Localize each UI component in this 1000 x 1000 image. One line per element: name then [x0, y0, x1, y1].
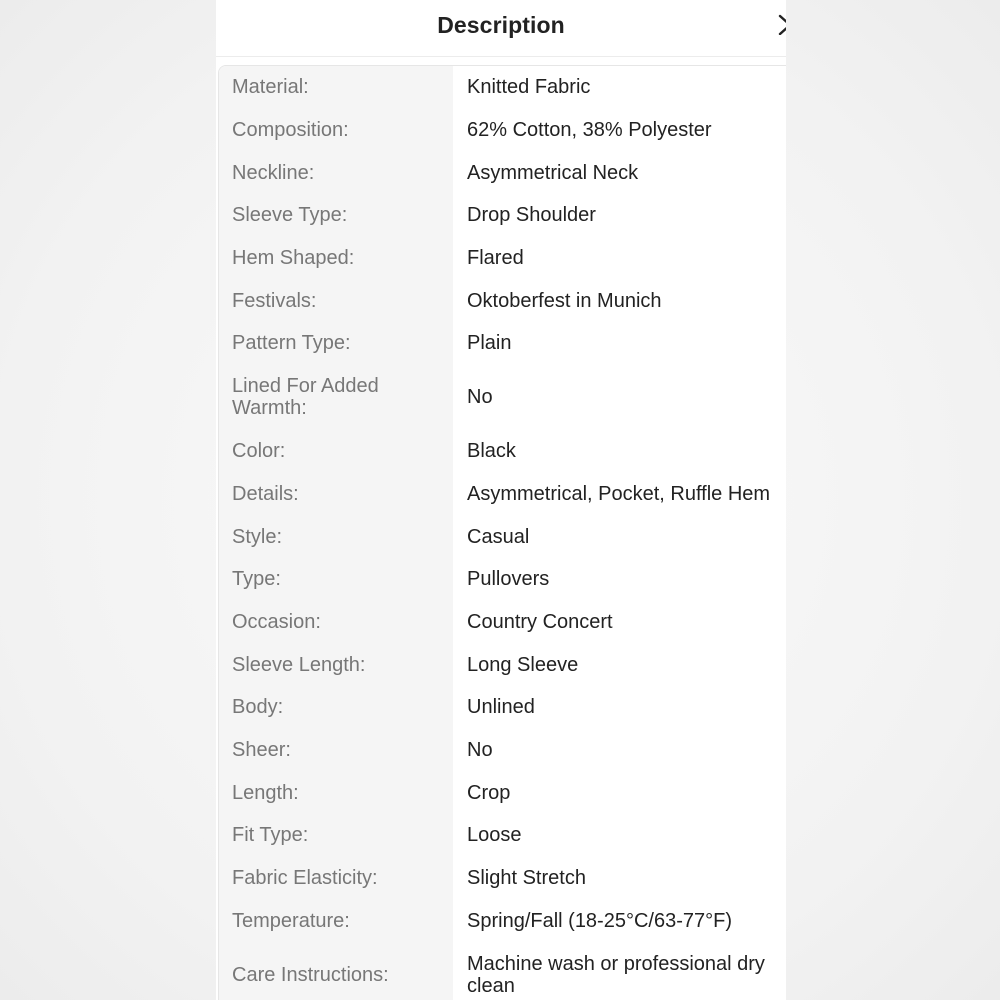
table-row — [219, 151, 786, 194]
row-value: Pullovers — [467, 568, 550, 591]
row-label: Sleeve Type: — [219, 194, 453, 237]
row-label: Details: — [219, 473, 453, 516]
table-row — [219, 601, 786, 644]
row-label: Length: — [219, 771, 453, 814]
row-label: Body: — [219, 686, 453, 729]
row-value: Slight Stretch — [467, 867, 586, 890]
table-row — [219, 942, 786, 1000]
row-label: Festivals: — [219, 279, 453, 322]
table-row — [219, 643, 786, 686]
table-row — [219, 109, 786, 152]
row-label: Temperature: — [219, 899, 453, 942]
table-row — [219, 729, 786, 772]
row-label: Neckline: — [219, 151, 453, 194]
row-value: 62% Cotton, 38% Polyester — [467, 119, 712, 142]
row-label: Sleeve Length: — [219, 643, 453, 686]
row-value: Casual — [467, 525, 530, 548]
row-label: Occasion: — [219, 601, 453, 644]
row-label: Type: — [219, 558, 453, 601]
row-value: Loose — [467, 824, 522, 847]
row-label: Lined For Added Warmth: — [219, 365, 453, 430]
table-row — [219, 857, 786, 900]
table-row — [219, 279, 786, 322]
row-value: Knitted Fabric — [467, 76, 591, 99]
row-value: Long Sleeve — [467, 653, 579, 676]
row-label: Pattern Type: — [219, 322, 453, 365]
description-panel — [216, 0, 786, 1000]
row-label: Material: — [219, 66, 453, 109]
row-value: Unlined — [467, 696, 535, 719]
row-label: Fit Type: — [219, 814, 453, 857]
row-value: Asymmetrical Neck — [467, 161, 639, 184]
row-value: No — [467, 738, 493, 761]
table-row — [219, 430, 786, 473]
row-value: Crop — [467, 781, 511, 804]
row-label: Sheer: — [219, 729, 453, 772]
row-label: Style: — [219, 515, 453, 558]
table-row — [219, 686, 786, 729]
row-label: Fabric Elasticity: — [219, 857, 453, 900]
row-value: Asymmetrical, Pocket, Ruffle Hem — [467, 482, 771, 505]
page-title: Description — [437, 12, 565, 38]
row-label: Care Instructions: — [219, 942, 453, 1000]
row-value: Machine wash or professional dry clean — [467, 952, 765, 997]
table-row — [219, 771, 786, 814]
table-row — [219, 322, 786, 365]
row-value: Oktoberfest in Munich — [467, 289, 662, 312]
row-label: Composition: — [219, 109, 453, 152]
table-row — [219, 899, 786, 942]
close-icon[interactable] — [778, 13, 786, 35]
row-label: Color: — [219, 430, 453, 473]
spec-table — [218, 65, 786, 1000]
table-row — [219, 194, 786, 237]
table-row — [219, 515, 786, 558]
row-value: No — [467, 386, 493, 409]
table-row — [219, 66, 786, 109]
row-value: Black — [467, 440, 516, 463]
row-value: Country Concert — [467, 610, 613, 633]
row-value: Plain — [467, 332, 512, 355]
table-row — [219, 814, 786, 857]
table-row — [219, 237, 786, 280]
row-value: Flared — [467, 247, 524, 270]
row-label: Hem Shaped: — [219, 237, 453, 280]
panel-header — [216, 0, 786, 57]
table-row — [219, 558, 786, 601]
table-row — [219, 365, 786, 430]
row-value: Drop Shoulder — [467, 204, 596, 227]
row-value: Spring/Fall (18-25°C/63-77°F) — [467, 909, 732, 932]
table-row — [219, 473, 786, 516]
